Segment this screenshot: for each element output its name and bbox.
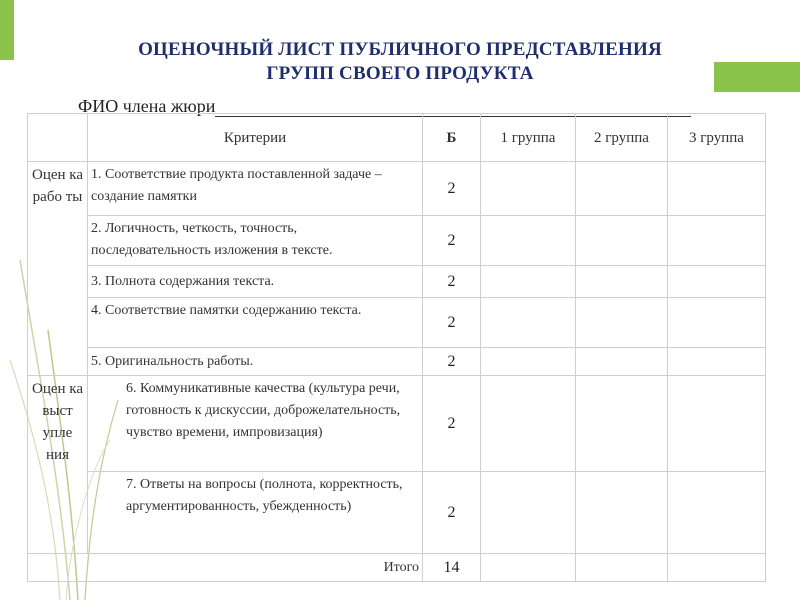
table-row (28, 298, 766, 348)
criterion-text: 4. Соответствие памятки содержанию текста. (88, 298, 423, 348)
group-1-cell[interactable] (481, 298, 576, 348)
green-accent-tab (714, 62, 800, 92)
group-3-cell[interactable] (668, 266, 766, 298)
group-1-cell[interactable] (481, 162, 576, 216)
header-group-2: 2 группа (576, 114, 668, 162)
group-3-total-cell[interactable] (668, 554, 766, 582)
group-3-cell[interactable] (668, 216, 766, 266)
group-1-cell[interactable] (481, 266, 576, 298)
group-2-cell[interactable] (576, 162, 668, 216)
header-row (28, 114, 766, 162)
group-3-cell[interactable] (668, 298, 766, 348)
section-performance-label: Оцен ка выст упле ния (28, 376, 88, 554)
group-1-cell[interactable] (481, 216, 576, 266)
group-3-cell[interactable] (668, 376, 766, 472)
table-row (28, 266, 766, 298)
criterion-text: 7. Ответы на вопросы (полнота, корректность, аргументированность, убежденность) (88, 472, 423, 554)
criterion-score: 2 (423, 266, 481, 298)
criterion-score: 2 (423, 348, 481, 376)
criterion-score: 2 (423, 298, 481, 348)
criterion-text: 1. Соответствие продукта поставленной задаче – создание памятки (88, 162, 423, 216)
group-2-cell[interactable] (576, 266, 668, 298)
criterion-score: 2 (423, 376, 481, 472)
criterion-score: 2 (423, 162, 481, 216)
group-2-total-cell[interactable] (576, 554, 668, 582)
header-group-1: 1 группа (481, 114, 576, 162)
criterion-text: 3. Полнота содержания текста. (88, 266, 423, 298)
group-3-cell[interactable] (668, 162, 766, 216)
table-row (28, 348, 766, 376)
group-2-cell[interactable] (576, 216, 668, 266)
table-row (28, 162, 766, 216)
criterion-score: 2 (423, 216, 481, 266)
section-work-label: Оцен ка рабо ты (28, 162, 88, 376)
group-1-total-cell[interactable] (481, 554, 576, 582)
table-row (28, 472, 766, 554)
table-row (28, 376, 766, 472)
header-group-3: 3 группа (668, 114, 766, 162)
group-2-cell[interactable] (576, 376, 668, 472)
table-row (28, 216, 766, 266)
group-2-cell[interactable] (576, 298, 668, 348)
group-2-cell[interactable] (576, 348, 668, 376)
criterion-text: 6. Коммуникативные качества (культура речи, готовность к дискуссии, доброжелательность, чувство времени, импровизация) (88, 376, 423, 472)
group-1-cell[interactable] (481, 348, 576, 376)
header-criteria: Критерии (88, 114, 423, 162)
total-label: Итого (28, 554, 423, 582)
criterion-text: 2. Логичность, четкость, точность, последовательность изложения в тексте. (88, 216, 423, 266)
group-2-cell[interactable] (576, 472, 668, 554)
group-1-cell[interactable] (481, 472, 576, 554)
criterion-text: 5. Оригинальность работы. (88, 348, 423, 376)
group-3-cell[interactable] (668, 472, 766, 554)
evaluation-table (27, 113, 766, 582)
page-title (80, 38, 720, 86)
criterion-score: 2 (423, 472, 481, 554)
title-line-1: ОЦЕНОЧНЫЙ ЛИСТ ПУБЛИЧНОГО ПРЕДСТАВЛЕНИЯ (138, 39, 662, 60)
corner-cell (28, 114, 88, 162)
group-3-cell[interactable] (668, 348, 766, 376)
header-points: Б (423, 114, 481, 162)
title-line-2: ГРУПП СВОЕГО ПРОДУКТА (266, 63, 534, 84)
total-value: 14 (423, 554, 481, 582)
group-1-cell[interactable] (481, 376, 576, 472)
total-row (28, 554, 766, 582)
jury-label: ФИО члена жюри (78, 96, 216, 116)
